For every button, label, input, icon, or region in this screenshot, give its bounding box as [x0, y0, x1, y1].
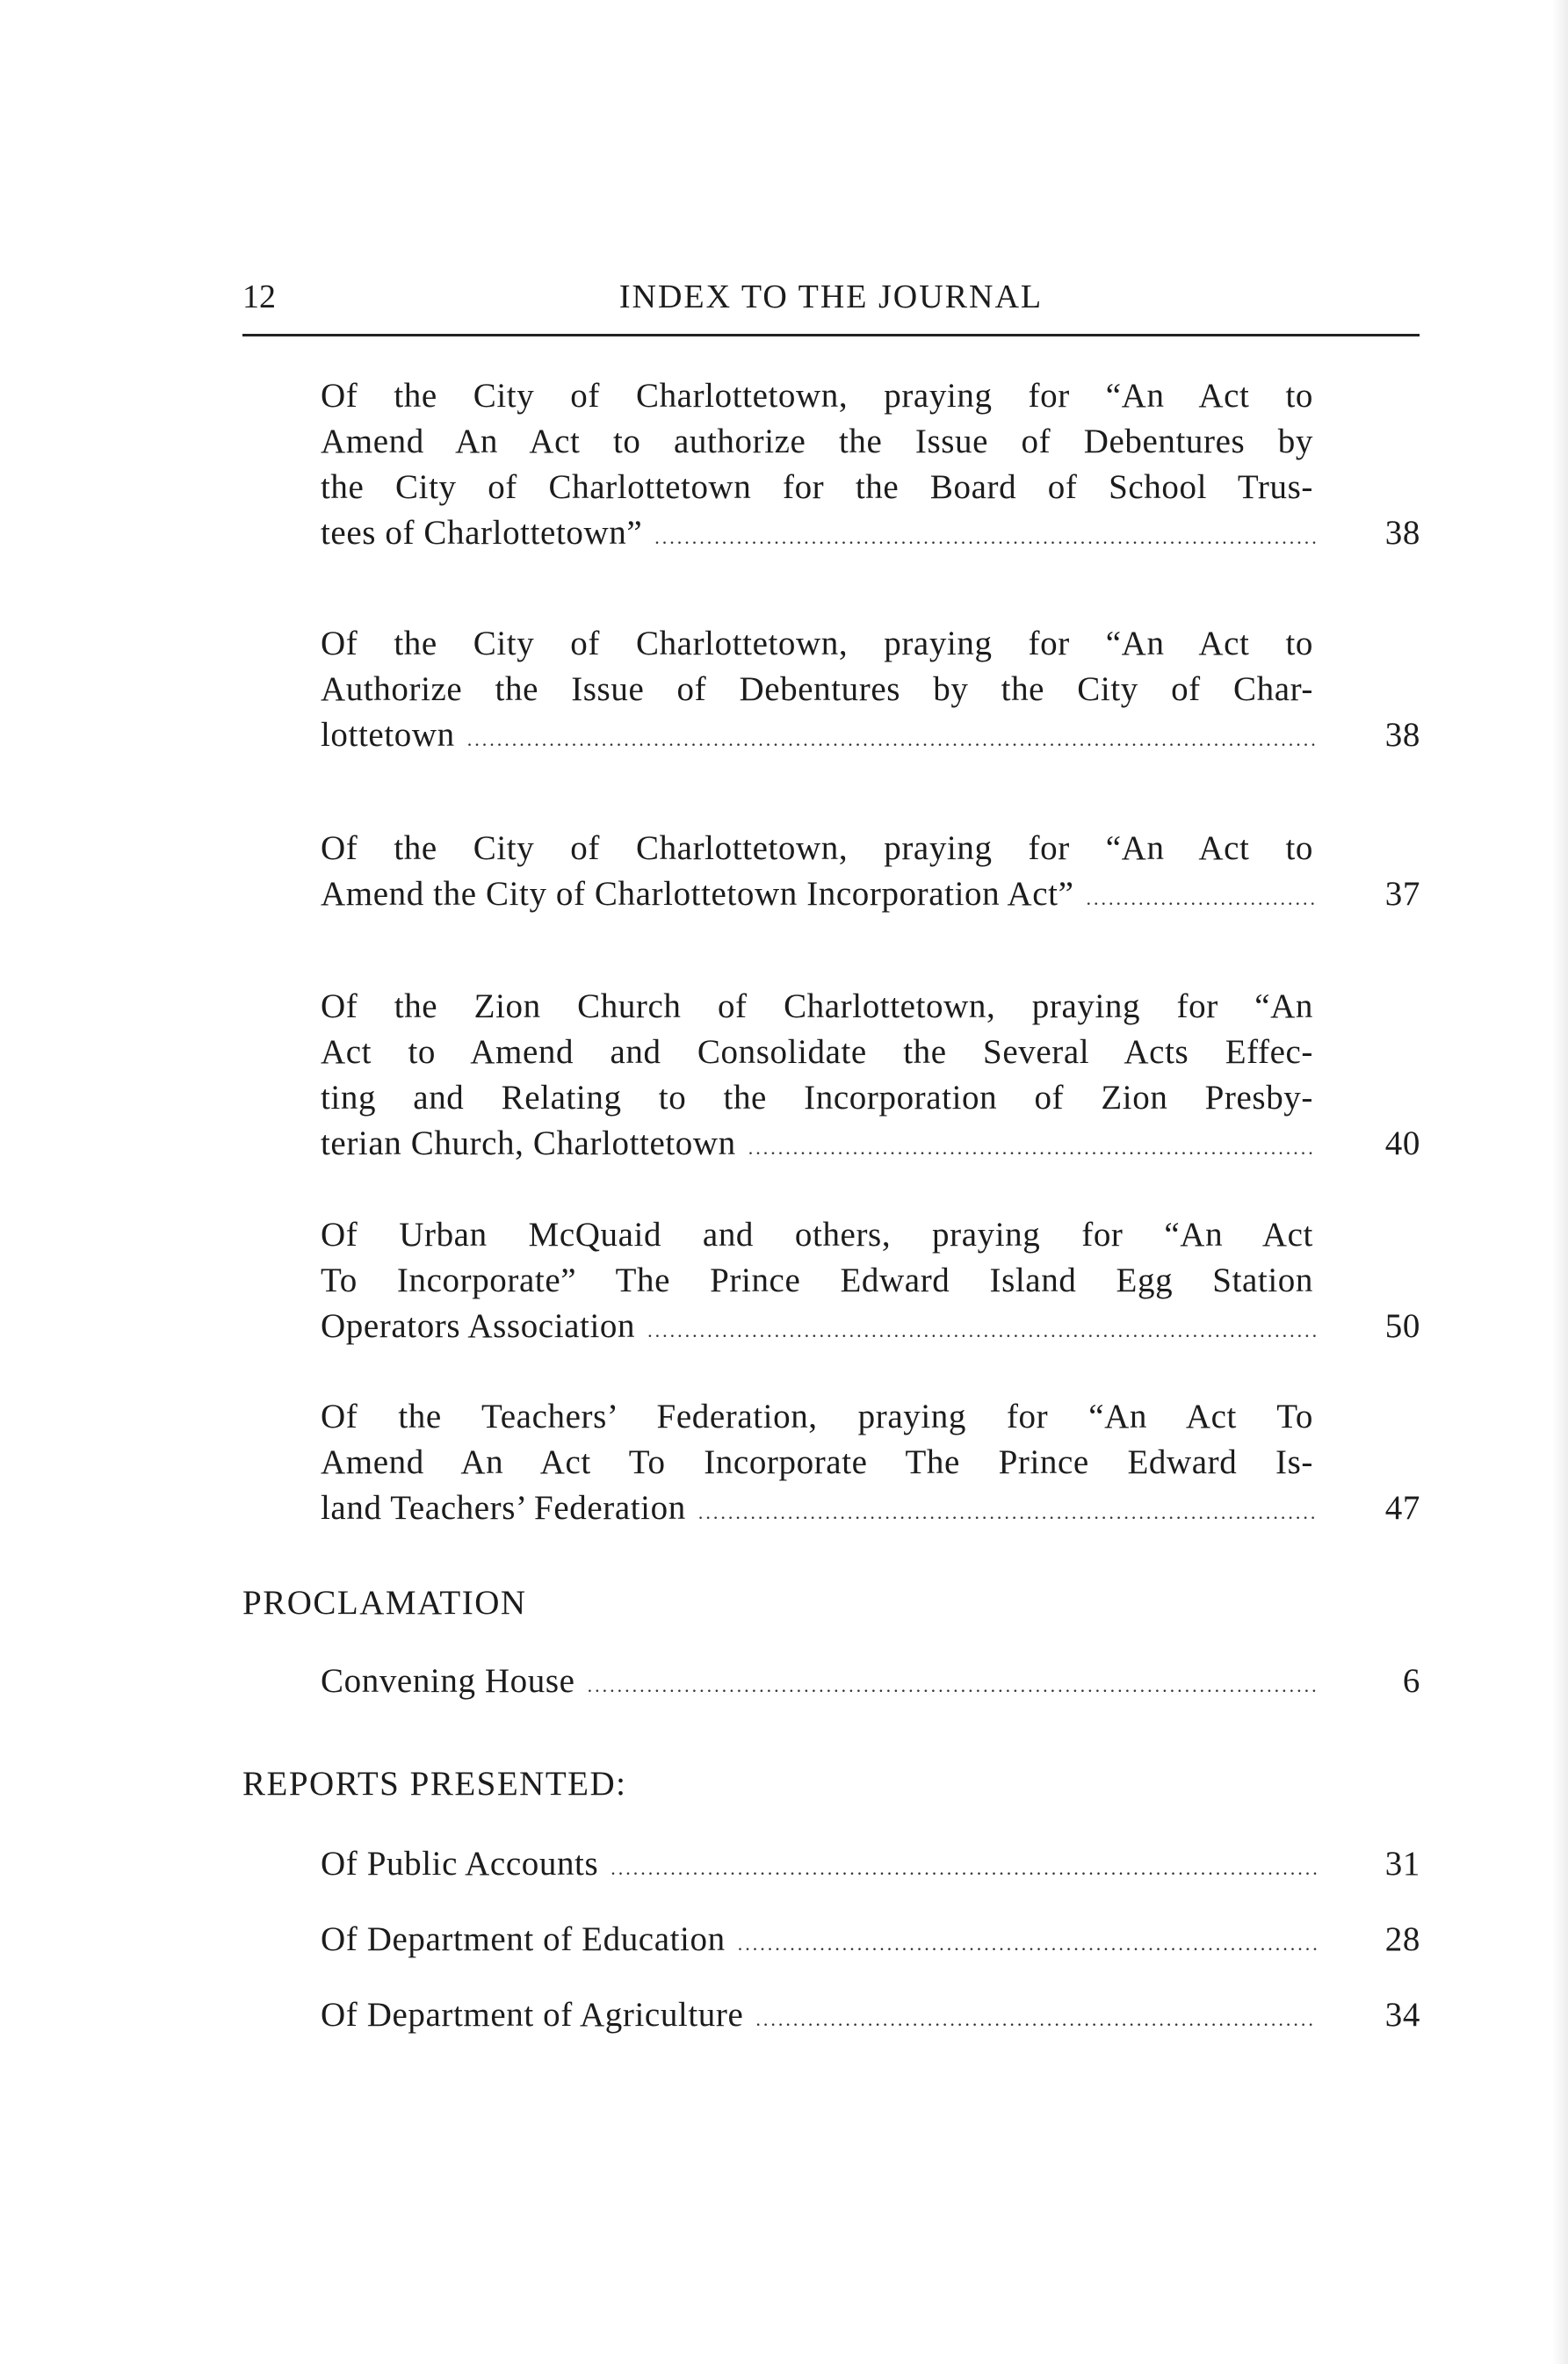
dot-leader — [738, 1921, 1317, 1967]
entry-last-line — [321, 1121, 1420, 1167]
page-number: 12 — [242, 278, 276, 315]
page-reference: 47 — [1384, 1489, 1420, 1527]
dot-leader — [467, 717, 1317, 763]
section-heading-proclamation: PROCLAMATION — [242, 1584, 527, 1622]
entry-line: Convening House — [321, 1662, 575, 1700]
entry-line: Of Department of Education — [321, 1920, 726, 1958]
index-entry — [321, 1917, 1420, 1963]
dot-leader — [611, 1846, 1317, 1891]
dot-leader — [755, 1997, 1317, 2042]
entry-last-line — [321, 1659, 1420, 1704]
entry-line: Of the Teachers’ Federation, praying for “An Act To — [321, 1398, 1313, 1435]
running-header — [242, 269, 1420, 330]
entry-line: Act to Amend and Consolidate the Several Acts Effec- — [321, 1033, 1313, 1071]
entry-line: Of Urban McQuaid and others, praying for “An Act — [321, 1216, 1313, 1254]
page-reference: 37 — [1384, 875, 1420, 913]
page-reference: 40 — [1384, 1124, 1420, 1162]
index-entry — [321, 621, 1420, 758]
entry-line: Authorize the Issue of Debentures by the City of Char- — [321, 670, 1313, 708]
header-rule — [242, 334, 1420, 336]
entry-line: Of the City of Charlottetown, praying for “An Act to — [321, 829, 1313, 867]
index-entry — [321, 1212, 1420, 1349]
page-reference: 6 — [1402, 1662, 1420, 1700]
section-heading-reports: REPORTS PRESENTED: — [242, 1765, 627, 1803]
entry-line: Of the Zion Church of Charlottetown, praying for “An — [321, 987, 1313, 1025]
index-entry — [321, 373, 1420, 556]
entry-line: land Teachers’ Federation — [321, 1489, 686, 1527]
dot-leader — [748, 1125, 1317, 1171]
index-entry — [321, 826, 1420, 917]
entry-line: the City of Charlottetown for the Board of School Trus- — [321, 468, 1313, 506]
index-entry — [321, 1659, 1420, 1704]
entry-last-line — [321, 510, 1420, 556]
index-entry — [321, 1841, 1420, 1887]
entry-line: Amend An Act To Incorporate The Prince Edward Is- — [321, 1443, 1313, 1481]
entry-line: Amend the City of Charlottetown Incorporation Act” — [321, 875, 1074, 913]
dot-leader — [698, 1490, 1317, 1536]
entry-last-line — [321, 1992, 1420, 2038]
page-edge-shadow — [1552, 0, 1568, 2364]
index-entry — [321, 1992, 1420, 2038]
dot-leader — [588, 1663, 1317, 1709]
entry-last-line — [321, 1486, 1420, 1531]
page-reference: 50 — [1384, 1307, 1420, 1345]
entry-last-line — [321, 1304, 1420, 1349]
index-entry — [321, 1394, 1420, 1531]
entry-line: tees of Charlottetown” — [321, 514, 643, 552]
entry-line: Operators Association — [321, 1307, 636, 1345]
entry-last-line — [321, 1917, 1420, 1963]
entry-last-line — [321, 1841, 1420, 1887]
page-reference: 38 — [1384, 514, 1420, 552]
entry-line: ting and Relating to the Incorporation of Zion Presby- — [321, 1079, 1313, 1117]
index-entry — [321, 984, 1420, 1167]
dot-leader — [647, 1308, 1317, 1354]
page-reference: 31 — [1384, 1845, 1420, 1883]
entry-line: Of Public Accounts — [321, 1845, 599, 1883]
page-reference: 34 — [1384, 1996, 1420, 2034]
entry-line: Amend An Act to authorize the Issue of Debentures by — [321, 423, 1313, 460]
page-reference: 38 — [1384, 716, 1420, 754]
dot-leader — [1086, 876, 1317, 922]
entry-line: To Incorporate” The Prince Edward Island Egg Station — [321, 1262, 1313, 1299]
entry-line: Of the City of Charlottetown, praying for “An Act to — [321, 625, 1313, 662]
dot-leader — [654, 515, 1317, 560]
page-reference: 28 — [1384, 1920, 1420, 1958]
entry-last-line — [321, 871, 1420, 917]
entry-line: lottetown — [321, 716, 455, 754]
running-title: INDEX TO THE JOURNAL — [618, 278, 1044, 315]
entry-line: Of the City of Charlottetown, praying for “An Act to — [321, 377, 1313, 415]
entry-line: Of Department of Agriculture — [321, 1996, 744, 2034]
entry-last-line — [321, 712, 1420, 758]
entry-line: terian Church, Charlottetown — [321, 1124, 736, 1162]
